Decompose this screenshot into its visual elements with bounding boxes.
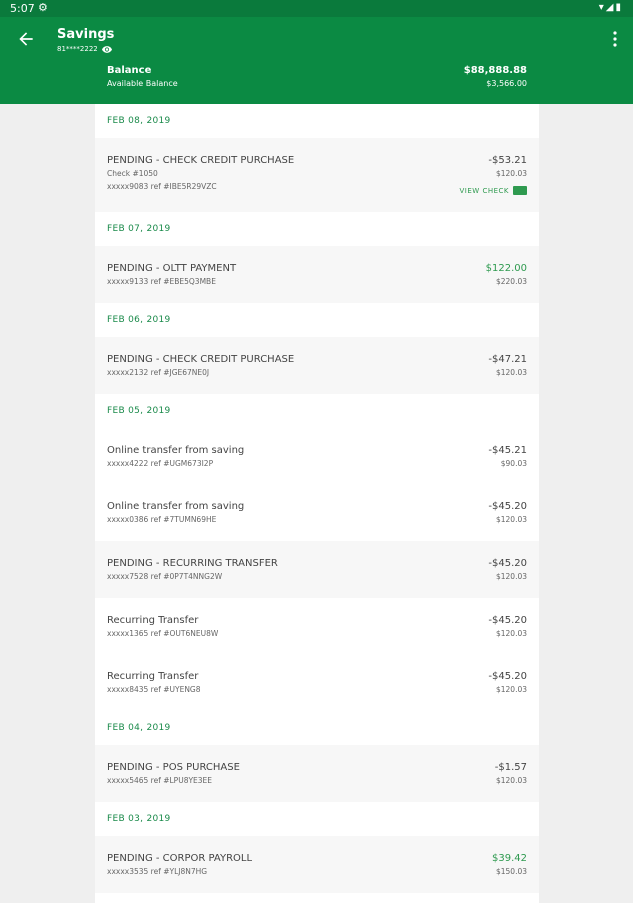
transaction-title: Recurring Transfer bbox=[107, 615, 199, 626]
transaction-reference: xxxxx3535 ref #YLJ8N7HG bbox=[107, 867, 208, 876]
transaction-title: Recurring Transfer bbox=[107, 671, 199, 682]
date-header: FEB 08, 2019 bbox=[95, 104, 539, 138]
app-bar bbox=[0, 17, 633, 104]
account-number: 81****2222 bbox=[57, 45, 98, 53]
transaction-title: Online transfer from saving bbox=[107, 445, 245, 456]
eye-icon[interactable] bbox=[102, 46, 112, 53]
transaction-reference: xxxxx0386 ref #7TUMN69HE bbox=[107, 515, 217, 524]
transaction-reference: xxxxx8435 ref #UYENG8 bbox=[107, 685, 201, 694]
transaction-amount: -$47.21 bbox=[488, 354, 527, 365]
transaction-reference: xxxxx1365 ref #OUT6NEU8W bbox=[107, 629, 219, 638]
transaction-amount: $39.42 bbox=[492, 853, 527, 864]
transaction-row[interactable] bbox=[95, 428, 539, 484]
balance-label: Balance bbox=[107, 65, 152, 76]
transaction-row[interactable] bbox=[95, 484, 539, 541]
transaction-reference: xxxxx2132 ref #JGE67NE0J bbox=[107, 368, 210, 377]
next-date-header-partial bbox=[95, 893, 539, 903]
transaction-amount: $122.00 bbox=[485, 263, 527, 274]
transaction-reference: xxxxx5465 ref #LPU8YE3EE bbox=[107, 776, 213, 785]
account-number-row bbox=[57, 45, 112, 53]
transaction-balance: $150.03 bbox=[495, 867, 527, 876]
transaction-balance: $90.03 bbox=[500, 459, 527, 468]
transaction-amount: -$1.57 bbox=[494, 762, 527, 773]
transaction-row[interactable] bbox=[95, 598, 539, 654]
transaction-row[interactable] bbox=[95, 836, 539, 893]
transaction-balance: $120.03 bbox=[495, 515, 527, 524]
transaction-row[interactable] bbox=[95, 541, 539, 598]
transaction-reference: xxxxx7528 ref #0P7T4NNG2W bbox=[107, 572, 223, 581]
transaction-row[interactable] bbox=[95, 138, 539, 212]
transaction-balance: $220.03 bbox=[495, 277, 527, 286]
transaction-amount: -$53.21 bbox=[488, 155, 527, 166]
transaction-check-number: Check #1050 bbox=[107, 169, 158, 178]
transaction-row[interactable] bbox=[95, 337, 539, 394]
date-header: FEB 05, 2019 bbox=[95, 394, 539, 428]
transaction-title: PENDING - POS PURCHASE bbox=[107, 762, 240, 773]
transaction-balance: $120.03 bbox=[495, 629, 527, 638]
page-title: Savings bbox=[57, 27, 115, 42]
transaction-amount: -$45.20 bbox=[488, 671, 527, 682]
status-bar bbox=[0, 0, 633, 17]
view-check-button[interactable] bbox=[460, 186, 527, 195]
transaction-list bbox=[95, 104, 539, 903]
transaction-amount: -$45.20 bbox=[488, 558, 527, 569]
available-balance-label: Available Balance bbox=[107, 79, 178, 88]
balance-amount: $88,888.88 bbox=[463, 65, 527, 76]
transaction-title: PENDING - RECURRING TRANSFER bbox=[107, 558, 278, 569]
status-icons: ▾◢▮ bbox=[598, 2, 623, 13]
status-time: 5:07 bbox=[10, 2, 35, 15]
transaction-balance: $120.03 bbox=[495, 169, 527, 178]
date-header: FEB 04, 2019 bbox=[95, 711, 539, 745]
transaction-balance: $120.03 bbox=[495, 572, 527, 581]
transaction-reference: xxxxx4222 ref #UGM673I2P bbox=[107, 459, 214, 468]
transaction-row[interactable] bbox=[95, 654, 539, 711]
date-header: FEB 06, 2019 bbox=[95, 303, 539, 337]
transaction-balance: $120.03 bbox=[495, 776, 527, 785]
transaction-title: PENDING - CHECK CREDIT PURCHASE bbox=[107, 354, 295, 365]
settings-gear-icon: ⚙ bbox=[38, 1, 48, 14]
transaction-title: PENDING - CORPOR PAYROLL bbox=[107, 853, 253, 864]
transaction-amount: -$45.21 bbox=[488, 445, 527, 456]
available-balance-amount: $3,566.00 bbox=[486, 79, 527, 88]
transaction-reference: xxxxx9133 ref #EBE5Q3MBE bbox=[107, 277, 216, 286]
check-image-icon bbox=[513, 186, 527, 195]
date-header: FEB 03, 2019 bbox=[95, 802, 539, 836]
transaction-reference: xxxxx9083 ref #IBE5R29VZC bbox=[107, 182, 217, 191]
transaction-amount: -$45.20 bbox=[488, 501, 527, 512]
transaction-balance: $120.03 bbox=[495, 368, 527, 377]
transaction-title: PENDING - CHECK CREDIT PURCHASE bbox=[107, 155, 295, 166]
transaction-title: PENDING - OLTT PAYMENT bbox=[107, 263, 237, 274]
back-arrow-icon[interactable] bbox=[16, 29, 36, 49]
date-header: FEB 07, 2019 bbox=[95, 212, 539, 246]
view-check-label: VIEW CHECK bbox=[459, 186, 509, 195]
overflow-menu-icon[interactable] bbox=[613, 31, 617, 47]
transaction-row[interactable] bbox=[95, 745, 539, 802]
transaction-balance: $120.03 bbox=[495, 685, 527, 694]
transaction-title: Online transfer from saving bbox=[107, 501, 245, 512]
transaction-amount: -$45.20 bbox=[488, 615, 527, 626]
transaction-row[interactable] bbox=[95, 246, 539, 303]
